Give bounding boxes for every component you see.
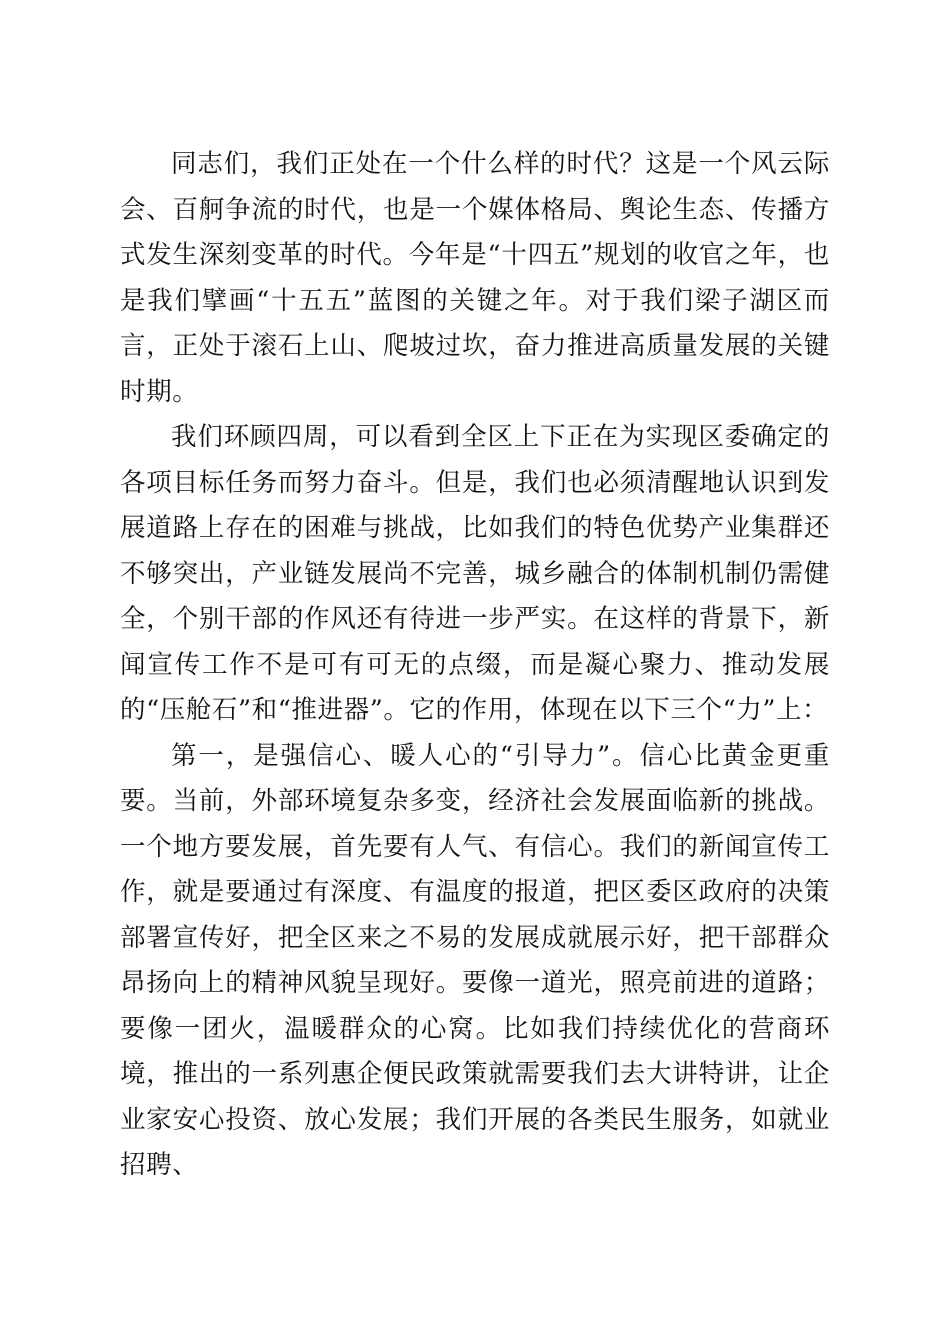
document-body [120, 142, 830, 1189]
paragraph-first-point: 第一，是强信心、暖人心的“引导力”。信心比黄金更重要。当前，外部环境复杂多变，经济社会发展面临新的挑战。一个地方要发展，首先要有人气、有信心。我们的新闻宣传工作，就是要通过有深度、有温度的报道，把区委区政府的决策部署宣传好，把全区来之不易的发展成就展示好，把干部群众昂扬向上的精神风貌呈现好。要像一道光，照亮前进的道路；要像一团火，温暖群众的心窝。比如我们持续优化的营商环境，推出的一系列惠企便民政策就需要我们去大讲特讲，让企业家安心投资、放心发展；我们开展的各类民生服务，如就业招聘、 [120, 740, 830, 1180]
paragraph-era: 同志们，我们正处在一个什么样的时代？这是一个风云际会、百舸争流的时代，也是一个媒体格局、舆论生态、传播方式发生深刻变革的时代。今年是“十四五”规划的收官之年，也是我们擘画“十五五”蓝图的关键之年。对于我们梁子湖区而言，正处于滚石上山、爬坡过坎，奋力推进高质量发展的关键时期。 [120, 149, 830, 407]
paragraph-challenges: 我们环顾四周，可以看到全区上下正在为实现区委确定的各项目标任务而努力奋斗。但是，我们也必须清醒地认识到发展道路上存在的困难与挑战，比如我们的特色优势产业集群还不够突出，产业链发展尚不完善，城乡融合的体制机制仍需健全，个别干部的作风还有待进一步严实。在这样的背景下，新闻宣传工作不是可有可无的点缀，而是凝心聚力、推动发展的“压舱石”和“推进器”。它的作用，体现在以下三个“力”上： [120, 422, 830, 725]
